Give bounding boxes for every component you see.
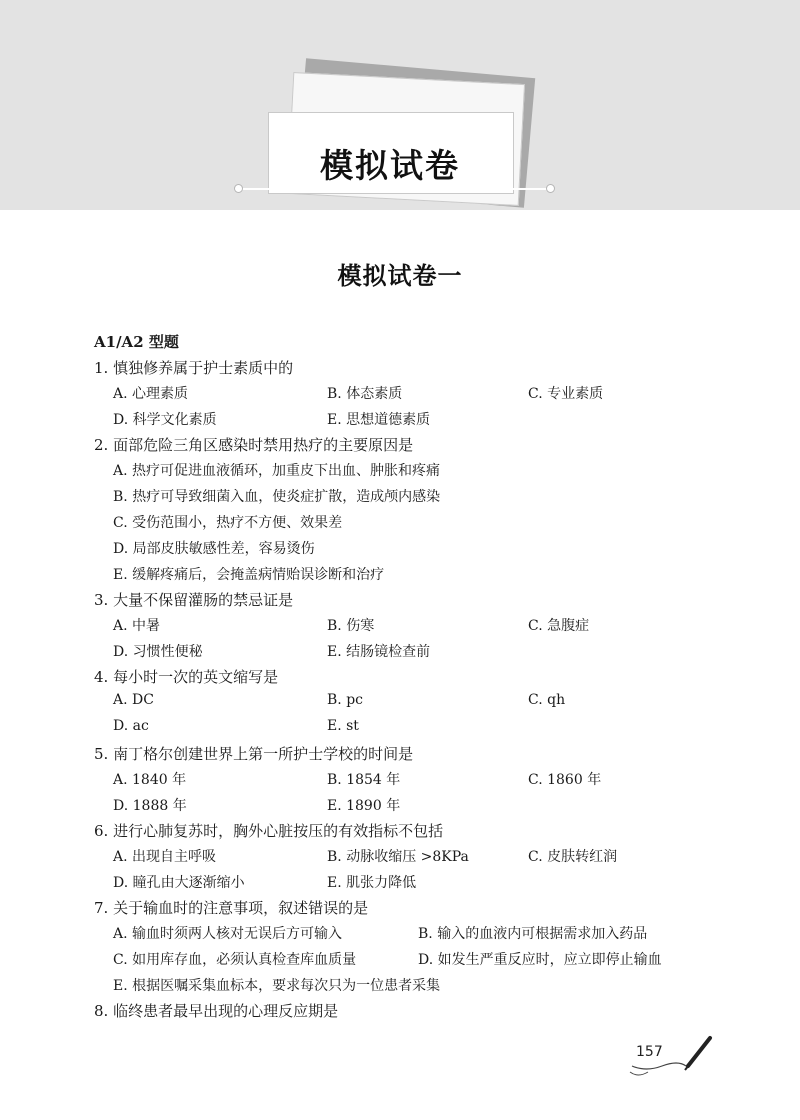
question-4-option-b: B. pc <box>327 692 363 708</box>
question-7-option-d: D. 如发生严重反应时，应立即停止输血 <box>418 952 662 968</box>
question-6-option-e: E. 肌张力降低 <box>327 875 417 891</box>
question-3-option-b: B. 伤寒 <box>327 618 375 634</box>
question-2-option-b: B. 热疗可导致细菌入血，使炎症扩散，造成颅内感染 <box>113 489 441 505</box>
question-6-stem: 6. 进行心肺复苏时，胸外心脏按压的有效指标不包括 <box>94 822 444 840</box>
question-1-option-d: D. 科学文化素质 <box>113 412 217 428</box>
question-2-option-d: D. 局部皮肤敏感性差，容易烫伤 <box>113 541 315 557</box>
question-5-option-a: A. 1840 年 <box>113 772 187 788</box>
question-8-stem: 8. 临终患者最早出现的心理反应期是 <box>94 1002 339 1020</box>
question-3-option-d: D. 习惯性便秘 <box>113 644 203 660</box>
question-2-option-c: C. 受伤范围小，热疗不方便、效果差 <box>113 515 343 531</box>
question-5-option-e: E. 1890 年 <box>327 798 401 814</box>
question-1-option-a: A. 心理素质 <box>113 386 189 402</box>
question-3-stem: 3. 大量不保留灌肠的禁忌证是 <box>94 591 294 609</box>
question-2-option-e: E. 缓解疼痛后，会掩盖病情贻误诊断和治疗 <box>113 567 385 583</box>
question-6-option-d: D. 瞳孔由大逐渐缩小 <box>113 875 245 891</box>
question-5-option-c: C. 1860 年 <box>528 772 602 788</box>
question-6-option-b: B. 动脉收缩压 >8KPa <box>327 849 469 865</box>
question-4-option-c: C. qh <box>528 692 566 708</box>
question-6-option-a: A. 出现自主呼吸 <box>113 849 217 865</box>
question-1-option-e: E. 思想道德素质 <box>327 412 431 428</box>
question-type-heading: A1/A2 型题 <box>94 333 179 351</box>
question-3-option-e: E. 结肠镜检查前 <box>327 644 431 660</box>
question-7-stem: 7. 关于输血时的注意事项，叙述错误的是 <box>94 899 369 917</box>
question-4-stem: 4. 每小时一次的英文缩写是 <box>94 668 279 686</box>
question-3-option-a: A. 中暑 <box>113 618 161 634</box>
question-5-stem: 5. 南丁格尔创建世界上第一所护士学校的时间是 <box>94 745 414 763</box>
question-4-option-e: E. st <box>327 718 359 734</box>
question-3-option-c: C. 急腹症 <box>528 618 590 634</box>
banner-divider-dot-left <box>234 184 243 193</box>
question-1-stem: 1. 慎独修养属于护士素质中的 <box>94 359 294 377</box>
banner-divider-line <box>240 188 550 190</box>
question-1-option-b: B. 体态素质 <box>327 386 403 402</box>
section-title: 模拟试卷一 <box>337 262 463 290</box>
question-7-option-b: B. 输入的血液内可根据需求加入药品 <box>418 926 648 942</box>
banner-title: 模拟试卷 <box>320 146 460 185</box>
question-4-option-a: A. DC <box>113 692 154 708</box>
question-5-option-b: B. 1854 年 <box>327 772 401 788</box>
question-7-option-e: E. 根据医嘱采集血标本，要求每次只为一位患者采集 <box>113 978 441 994</box>
question-1-option-c: C. 专业素质 <box>528 386 604 402</box>
question-2-stem: 2. 面部危险三角区感染时禁用热疗的主要原因是 <box>94 436 414 454</box>
question-5-option-d: D. 1888 年 <box>113 798 187 814</box>
question-2-option-a: A. 热疗可促进血液循环，加重皮下出血、肿胀和疼痛 <box>113 463 441 479</box>
banner-divider-dot-right <box>546 184 555 193</box>
header-banner <box>0 0 800 210</box>
page-number: 157 <box>636 1044 663 1060</box>
question-4-option-d: D. ac <box>113 718 149 734</box>
question-7-option-a: A. 输血时须两人核对无误后方可输入 <box>113 926 343 942</box>
question-7-option-c: C. 如用库存血，必须认真检查库血质量 <box>113 952 357 968</box>
question-6-option-c: C. 皮肤转红润 <box>528 849 618 865</box>
